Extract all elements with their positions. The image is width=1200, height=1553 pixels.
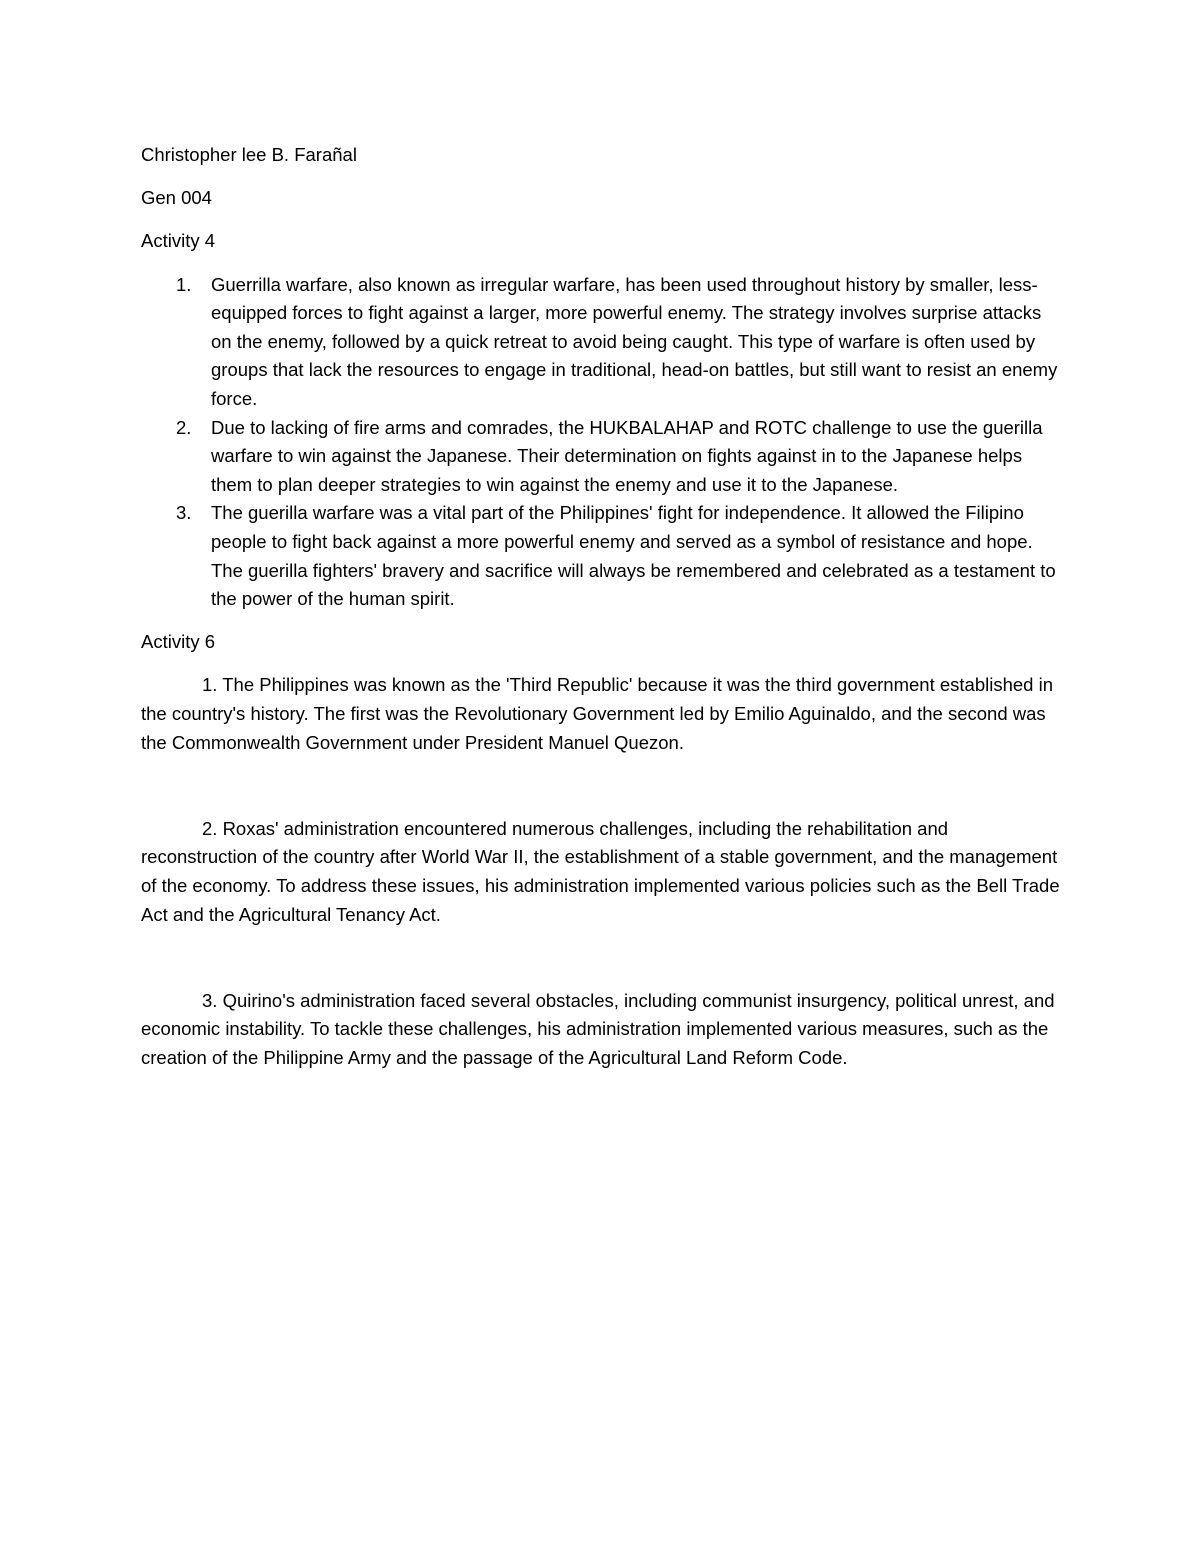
course-code: Gen 004: [141, 187, 212, 209]
activity-6-heading: Activity 6: [141, 631, 216, 653]
list-item-text: The guerilla warfare was a vital part of the Philippines' fight for independence. It allowed the Filipino people to fight back against a more powerful enemy and served as a symbol of resistance and hope. The guerilla fighters' bravery and sacrifice will always be remembered and celebrated as a testament to the power of the human spirit.: [211, 502, 1056, 610]
activity-6-paragraph-1: 1. The Philippines was known as the 'Third Republic' because it was the third government established in the country's history. The first was the Revolutionary Government led by Emilio Aguinaldo, and the second was the Commonwealth Government under President Manuel Quezon.: [141, 674, 1053, 753]
list-item: [141, 499, 1061, 613]
activity-6-paragraph-3: 3. Quirino's administration faced several obstacles, including communist insurgency, political unrest, and economic instability. To tackle these challenges, his administration implemented various measures, such as the creation of the Philippine Army and the passage of the Agricultural Land Reform Code.: [141, 989, 1055, 1068]
activity-4-list: [141, 271, 1061, 614]
activity-6-paragraph-2: 2. Roxas' administration encountered numerous challenges, including the rehabilitation and reconstruction of the country after World War II, the establishment of a stable government, and the management of the economy. To address these issues, his administration implemented various policies such as the Bell Trade Act and the Agricultural Tenancy Act.: [141, 817, 1060, 925]
list-item: [141, 271, 1061, 414]
list-item: [141, 414, 1061, 500]
list-item-text: Guerrilla warfare, also known as irregular warfare, has been used throughout history by smaller, less-equipped forces to fight against a larger, more powerful enemy. The strategy involves surprise attacks on the enemy, followed by a quick retreat to avoid being caught. This type of warfare is often used by groups that lack the resources to engage in traditional, head-on battles, but still want to resist an enemy force.: [211, 273, 1058, 409]
student-name: Christopher lee B. Farañal: [141, 144, 357, 165]
list-number: 2.: [176, 416, 192, 438]
list-number: 3.: [176, 502, 192, 524]
activity-4-heading: Activity 4: [141, 230, 216, 252]
list-number: 1.: [176, 273, 192, 295]
list-item-text: Due to lacking of fire arms and comrades, the HUKBALAHAP and ROTC challenge to use the guerilla warfare to win against the Japanese. Their determination on fights against in to the Japanese helps them to plan deeper strategies to win against the enemy and use it to the Japanese.: [211, 416, 1043, 495]
document-body: [141, 141, 1061, 1073]
